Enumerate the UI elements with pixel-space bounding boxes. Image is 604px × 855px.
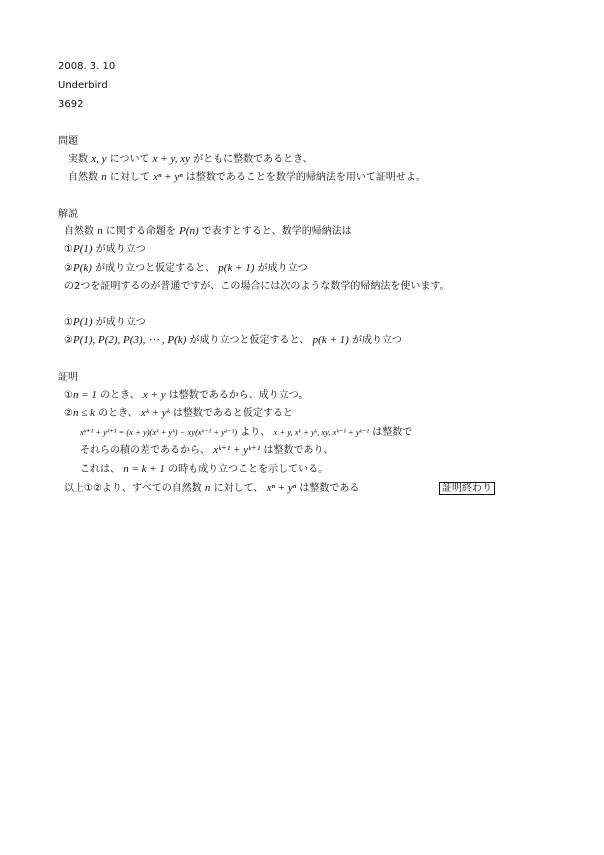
proof-line-5: これは、 n = k + 1 の時も成り立つことを示している。 bbox=[80, 463, 329, 475]
problem-heading: 問題 bbox=[58, 136, 78, 147]
explanation-line-5: ①P(1) が成り立つ bbox=[64, 316, 146, 328]
proof-line-6: 以上①②より、すべての自然数 n に対して、 xⁿ + yⁿ は整数である bbox=[64, 482, 360, 494]
recurrence-equation: xᵏ⁺¹ + yᵏ⁺¹ = (x + y)(xᵏ + yᵏ) − xy(xᵏ⁻¹ + yᵏ⁻¹) bbox=[80, 427, 238, 437]
author: Underbird bbox=[58, 80, 108, 91]
explanation-line-6: ②P(1), P(2), P(3), ⋯ , P(k) が成り立つと仮定すると、 p(k + 1) が成り立つ bbox=[64, 334, 402, 346]
document-number: 3692 bbox=[58, 99, 84, 110]
problem-line-1: 実数 x, y について x + y, xy がともに整数であるとき、 bbox=[68, 153, 313, 165]
date: 2008. 3. 10 bbox=[58, 61, 116, 72]
qed-box: 証明終わり bbox=[439, 482, 495, 495]
proof-line-3: xᵏ⁺¹ + yᵏ⁺¹ = (x + y)(xᵏ + yᵏ) − xy(xᵏ⁻¹ + yᵏ⁻¹) より、 x + y, xᵏ + yᵏ, xy, xᵏ⁻¹ + yᵏ⁻¹ は整数で bbox=[80, 427, 413, 438]
explanation-heading: 解説 bbox=[58, 209, 78, 220]
proof-line-2: ②n ≤ k のとき、 xᵏ + yᵏ は整数であると仮定すると bbox=[64, 407, 293, 419]
problem-line-2: 自然数 n に対して xⁿ + yⁿ は整数であることを数学的帰納法を用いて証明せよ。 bbox=[68, 171, 426, 183]
proof-line-1: ①n = 1 のとき、 x + y は整数であるから、成り立つ。 bbox=[64, 389, 309, 401]
explanation-line-2: ①P(1) が成り立つ bbox=[64, 243, 146, 255]
explanation-line-3: ②P(k) が成り立つと仮定すると、 p(k + 1) が成り立つ bbox=[64, 262, 308, 274]
proof-line-4: それらの積の差であるから、 xᵏ⁺¹ + yᵏ⁺¹ は整数であり、 bbox=[80, 444, 334, 456]
explanation-line-4: の2つを証明するのが普通ですが、この場合には次のような数学的帰納法を使います。 bbox=[64, 281, 450, 292]
proof-heading: 証明 bbox=[58, 372, 78, 383]
explanation-line-1: 自然数 n に関する命題を P(n) で表すとすると、数学的帰納法は bbox=[64, 225, 352, 237]
